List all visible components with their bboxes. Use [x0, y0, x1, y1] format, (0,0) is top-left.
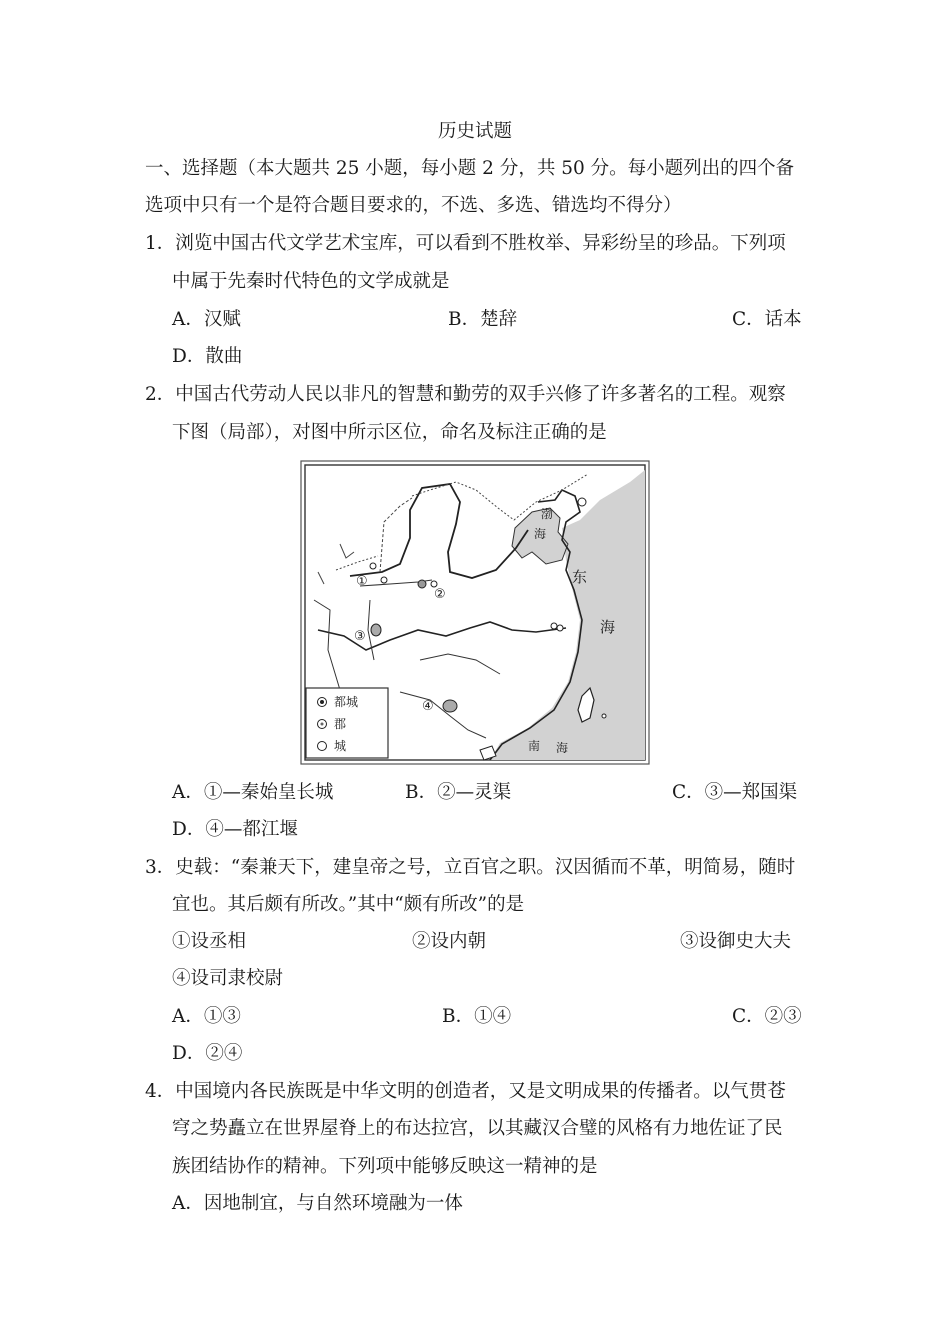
- map-label-nan: 南: [528, 739, 541, 753]
- q2-option-a[interactable]: A．①—秦始皇长城: [172, 782, 334, 803]
- capital-icon: [318, 698, 327, 707]
- q2-option-d[interactable]: D．④—都江堰: [172, 819, 298, 840]
- q2-option-b[interactable]: B．②—灵渠: [405, 782, 512, 803]
- q3-option-a[interactable]: A．①③: [172, 1006, 241, 1027]
- section-instructions-line1: 一、选择题（本大题共 25 小题，每小题 2 分，共 50 分。每小题列出的四个备: [145, 158, 795, 179]
- q3-item-4: ④设司隶校尉: [172, 968, 284, 989]
- q3-option-d[interactable]: D．②④: [172, 1043, 243, 1064]
- q1-stem-line1: 1．浏览中国古代文学艺术宝库，可以看到不胜枚举、异彩纷呈的珍品。下列项: [145, 233, 786, 254]
- q3-stem-line1: 3．史载：“秦兼天下，建皇帝之号，立百官之职。汉因循而不革，明简易，随时: [145, 857, 796, 878]
- map-marker-3: ③: [354, 629, 366, 644]
- q4-option-a[interactable]: A．因地制宜，与自然环境融为一体: [172, 1193, 463, 1214]
- map-marker-2: ②: [434, 587, 446, 602]
- city-icon: [318, 742, 327, 751]
- map-label-nanhai: 海: [556, 741, 569, 755]
- q3-item-2: ②设内朝: [412, 931, 487, 952]
- page-title: 历史试题: [437, 121, 512, 142]
- prefecture-icon: [318, 720, 327, 729]
- map-label-bohai1: 渤: [541, 507, 554, 521]
- q1-option-b[interactable]: B．楚辞: [448, 309, 518, 330]
- section-instructions-line2: 选项中只有一个是符合题目要求的，不选、多选、错选均不得分）: [145, 195, 682, 216]
- q2-stem-line1: 2．中国古代劳动人民以非凡的智慧和勤劳的双手兴修了许多著名的工程。观察: [145, 384, 786, 405]
- q3-stem-line2: 宜也。其后颇有所改。”其中“颇有所改”的是: [172, 894, 525, 915]
- q2-stem-line2: 下图（局部），对图中所示区位，命名及标注正确的是: [172, 422, 607, 443]
- q3-item-1: ①设丞相: [172, 931, 247, 952]
- legend-prefecture-label: 郡: [334, 717, 347, 731]
- q3-option-b[interactable]: B．①④: [442, 1006, 512, 1027]
- q1-option-a[interactable]: A．汉赋: [172, 309, 241, 330]
- q1-stem-line2: 中属于先秦时代特色的文学成就是: [172, 271, 450, 292]
- legend-capital-label: 都城: [334, 695, 359, 709]
- map-label-bohai2: 海: [534, 527, 547, 541]
- map-marker-1: ①: [356, 574, 368, 589]
- map-label-dong: 东: [572, 568, 588, 586]
- legend-city-label: 城: [334, 739, 347, 753]
- map-label-donghai: 海: [600, 618, 616, 636]
- q2-option-c[interactable]: C．③—郑国渠: [672, 782, 798, 803]
- q3-option-c[interactable]: C．②③: [732, 1006, 802, 1027]
- ancient-china-map: [300, 460, 650, 765]
- q3-item-3: ③设御史大夫: [680, 931, 792, 952]
- q4-stem-line3: 族团结协作的精神。下列项中能够反映这一精神的是: [172, 1156, 598, 1177]
- map-marker-4: ④: [422, 699, 434, 714]
- q1-option-c[interactable]: C．话本: [732, 309, 802, 330]
- q1-option-d[interactable]: D．散曲: [172, 346, 243, 367]
- q4-stem-line1: 4．中国境内各民族既是中华文明的创造者，又是文明成果的传播者。以气贯苍: [145, 1081, 786, 1102]
- q4-stem-line2: 穹之势矗立在世界屋脊上的布达拉宫，以其藏汉合璧的风格有力地佐证了民: [172, 1118, 783, 1139]
